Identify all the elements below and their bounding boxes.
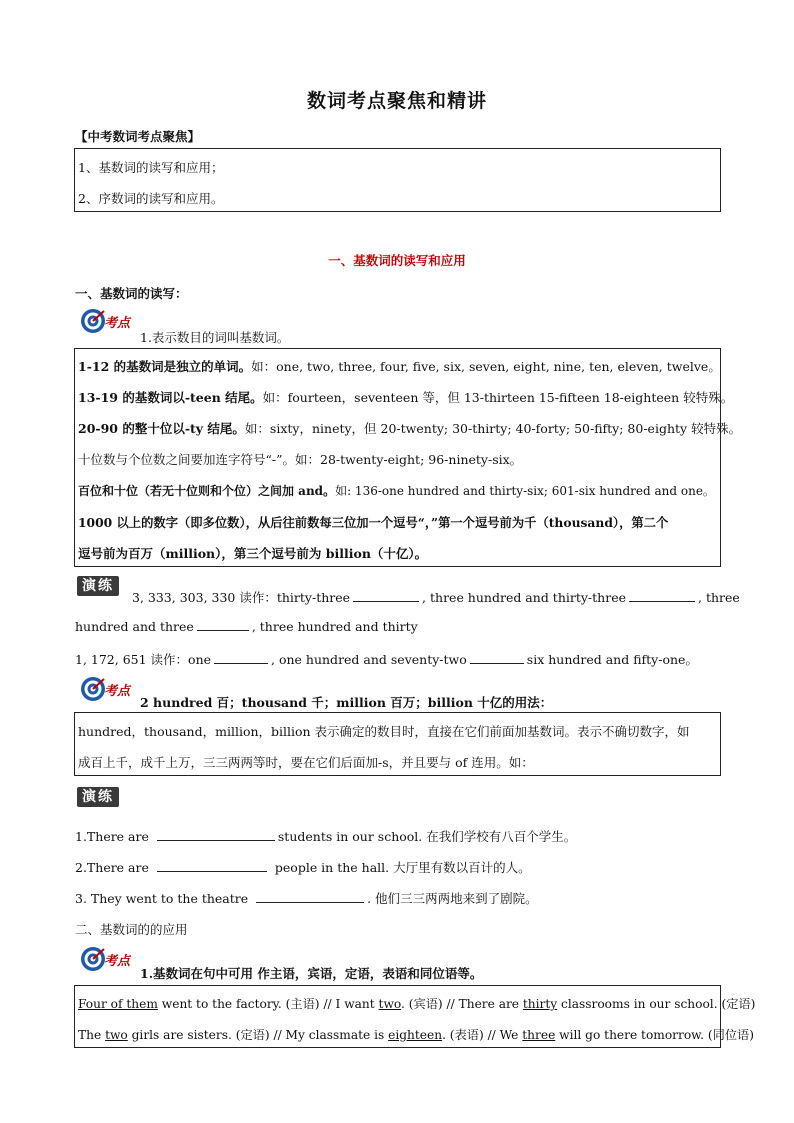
focus-heading: 【中考数词考点聚焦】 [75,129,201,144]
answer-blank[interactable] [214,651,268,664]
kaodian-3-text: 1.基数词在句中可用 作主语，宾语，定语，表语和同位语等。 [140,966,483,981]
rule-1: 1-12 的基数词是独立的单词。如：one, two, three, four, five, six, seven, eight, nine, ten, eleven, twelve。 [78,359,721,374]
rule-6-line-1: 1000 以上的数字（即多位数），从后往前数每三位加一个逗号“，”第一个逗号前为千（thousand），第二个 [78,515,669,530]
subheading-usage: 二、基数词的的应用 [75,922,188,937]
answer-blank[interactable] [197,618,249,631]
focus-box [74,148,721,212]
usage-line-1: hundred，thousand，million，billion 表示确定的数目时，直接在它们前面加基数词。表示不确切数字，如 [78,724,690,739]
answer-blank[interactable] [629,589,695,602]
rules-box [74,348,742,567]
subheading-reading: 一、基数词的读写： [75,286,188,301]
practice-label: 演练 [77,576,119,596]
practice-label: 演练 [77,787,119,807]
usage-box [74,712,721,776]
usage-example-line-2: The two girls are sisters. (定语) // My classmate is eighteen. (表语) // We three will go there tomorrow. (同位语) [78,1028,754,1042]
kaodian-label: 考点 [104,315,131,331]
answer-blank[interactable] [157,828,275,841]
exercise-3: 3. They went to the theatre . 他们三三两两地来到了剧院。 [75,891,538,906]
rule-5: 百位和十位（若无十位则和个位）之间加 and。如: 136-one hundred and thirty-six; 601-six hundred and one。 [78,484,715,498]
usage-examples-box [74,985,756,1048]
rule-4: 十位数与个位数之间要加连字符号“-”。如：28-twenty-eight; 96-ninety-six。 [78,452,523,467]
kaodian-label: 考点 [104,683,131,699]
answer-blank[interactable] [256,890,364,903]
section-heading-1: 一、基数词的读写和应用 [328,253,466,268]
practice-1-line-2: hundred and three , three hundred and thirty [75,619,418,634]
usage-line-2: 成百上千，成千上万，三三两两等时，要在它们后面加-s，并且要与 of 连用。如： [78,755,534,770]
kaodian-2-text: 2 hundred 百；thousand 千；million 百万；billion 十亿的用法： [140,695,553,710]
practice-1-line-1: 3, 333, 303, 330 读作：thirty-three , three hundred and thirty-three , three [132,590,740,605]
focus-item-1: 1、基数词的读写和应用； [78,160,224,175]
page-title: 数词考点聚焦和精讲 [306,90,487,112]
kaodian-badge [80,308,130,334]
practice-2-line: 1, 172, 651 读作：one , one hundred and seventy-two six hundred and fifty-one。 [75,652,698,667]
focus-item-2: 2、序数词的读写和应用。 [78,191,224,206]
usage-example-line-1: Four of them went to the factory. (主语) // I want two. (宾语) // There are thirty classrooms in our school. (定语) [78,997,756,1011]
rule-2: 13-19 的基数词以-teen 结尾。如：fourteen，seventeen 等，但 13-thirteen 15-fifteen 18-eighteen 较特殊。 [78,390,734,405]
answer-blank[interactable] [353,589,419,602]
kaodian-badge [80,676,130,702]
kaodian-badge [80,946,130,972]
exercise-2: 2.There are people in the hall. 大厅里有数以百计的人。 [75,860,531,875]
answer-blank[interactable] [470,651,524,664]
rule-6-line-2: 逗号前为百万（million），第三个逗号前为 billion（十亿）。 [78,546,428,561]
rule-3: 20-90 的整十位以-ty 结尾。如：sixty，ninety，但 20-twenty; 30-thirty; 40-forty; 50-fifty; 80-eighty 较特殊。 [78,421,742,436]
target-icon [80,946,106,972]
kaodian-1-text: 1.表示数目的词叫基数词。 [140,330,290,345]
target-icon [80,676,106,702]
exercise-1: 1.There are students in our school. 在我们学校有八百个学生。 [75,829,577,844]
answer-blank[interactable] [157,859,267,872]
kaodian-label: 考点 [104,953,131,969]
target-icon [80,308,106,334]
